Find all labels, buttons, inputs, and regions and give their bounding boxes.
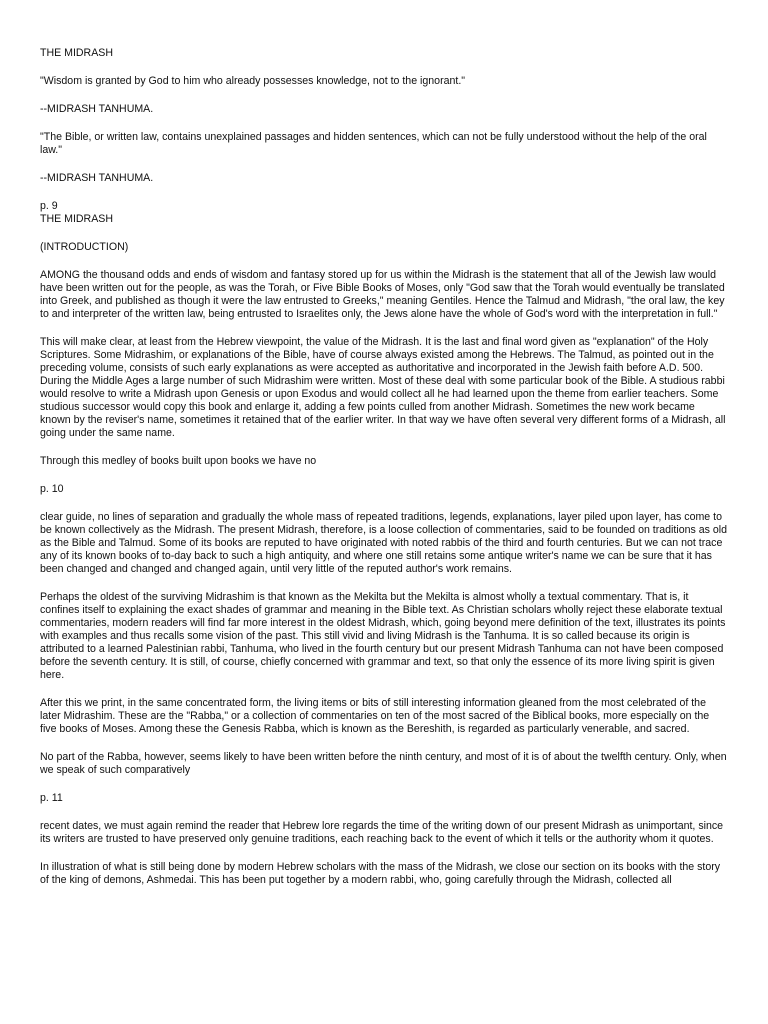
page-number: p. 11: [40, 792, 63, 804]
body-paragraph: recent dates, we must again remind the reader that Hebrew lore regards the time of the writing down of our present Midrash as unimportant, since its writers are trusted to have preserved only genuine traditions, each reaching back to the event of which it tells or the authority whom it quotes.: [40, 820, 724, 845]
body-paragraph: clear guide, no lines of separation and gradually the whole mass of repeated traditions, legends, explanations, layer piled upon layer, has come to be known collectively as the Midrash. The present Midrash, therefore, is a loose collection of commentaries, said to be founded on traditions as old as the Bible and Talmud. Some of its books are reputed to have originated with noted rabbis of the third and fourth centuries. But we can not trace any of its known books of to-day back to such a high antiquity, and where one still retains some antique writer's name we can be sure that it has been changed and changed and changed again, until very little of the reputed author's work remains.: [40, 511, 728, 575]
body-paragraph: Through this medley of books built upon books we have no: [40, 455, 317, 467]
body-paragraph: After this we print, in the same concentrated form, the living items or bits of still interesting information gleaned from the most celebrated of the later Midrashim. These are the "Rabba," or a collection of commentaries on ten of the most sacred of the Biblical books, more especially on the five books of Moses. Among these the Genesis Rabba, which is known as the Bereshith, is regarded as particularly venerable, and sacred.: [40, 697, 710, 735]
body-paragraph: No part of the Rabba, however, seems likely to have been written before the ninth century, and most of it is of about the twelfth century. Only, when we speak of such comparatively: [40, 751, 727, 776]
body-paragraph: AMONG the thousand odds and ends of wisdom and fantasy stored up for us within the Midrash is the statement that all of the Jewish law would have been written out for the people, as was the Torah, or Five Bible Books of Moses, only "God saw that the Torah would eventually be translated into Greek, and published as though it were the law entrusted to Greeks," meaning Gentiles. Hence the Talmud and Midrash, "the oral law, the key to and interpreter of the written law, being entrusted to Israelites only, the Jews alone have the whole of God's word with the interpretation in full.": [40, 269, 725, 320]
epigraph-quote: "Wisdom is granted by God to him who already possesses knowledge, not to the ignorant.": [40, 75, 466, 87]
epigraph-quote: "The Bible, or written law, contains unexplained passages and hidden sentences, which can not be fully understood without the help of the oral law.": [40, 131, 707, 156]
body-paragraph: This will make clear, at least from the Hebrew viewpoint, the value of the Midrash. It is the last and final word given as "explanation" of the Holy Scriptures. Some Midrashim, or explanations of the Bible, have of course always existed among the Hebrews. The Talmud, as pointed out in the preceding volume, consists of such early explanations as were accepted as authoritative and incorporated in the Jewish faith before A.D. 500. During the Middle Ages a large number of such Midrashim were written. Most of these deal with some particular book of the Bible. A studious rabbi would resolve to write a Midrash upon Genesis or upon Exodus and would collect all he had learned upon the theme from earlier teachers. Some studious successor would copy this book and enlarge it, adding a few points culled from another Midrash. Sometimes the new work became known by the reviser's name, sometimes it retained that of the earlier writer. In that way we have often several very different forms of a Midrash, all going under the same name.: [40, 336, 726, 439]
document-title: THE MIDRASH: [40, 47, 113, 59]
epigraph-attribution: --MIDRASH TANHUMA.: [40, 172, 154, 184]
epigraph-attribution: --MIDRASH TANHUMA.: [40, 103, 154, 115]
page-number: p. 9: [40, 200, 58, 212]
section-title: THE MIDRASH: [40, 213, 113, 225]
body-paragraph: Perhaps the oldest of the surviving Midrashim is that known as the Mekilta but the Mekilta is almost wholly a textual commentary. That is, it confines itself to explaining the exact shades of grammar and meaning in the Bible text. As Christian scholars wholly reject these elaborate textual commentaries, modern readers will find far more interest in the oldest Midrash, which, going beyond mere definition of the text, illustrates its points with examples and thus recalls some vision of the past. This still vivid and living Midrash is the Tanhuma. It is so called because its origin is attributed to a learned Palestinian rabbi, Tanhuma, who lived in the fourth century but our present Midrash Tanhuma can not have been composed before the seventh century. It is still, of course, chiefly concerned with grammar and text, so that only the essence of its more living spirit is given here.: [40, 591, 726, 681]
section-subtitle: (INTRODUCTION): [40, 241, 129, 253]
body-paragraph: In illustration of what is still being done by modern Hebrew scholars with the mass of the Midrash, we close our section on its books with the story of the king of demons, Ashmedai. This has been put together by a modern rabbi, who, going carefully through the Midrash, collected all: [40, 861, 721, 886]
page-number: p. 10: [40, 483, 64, 495]
